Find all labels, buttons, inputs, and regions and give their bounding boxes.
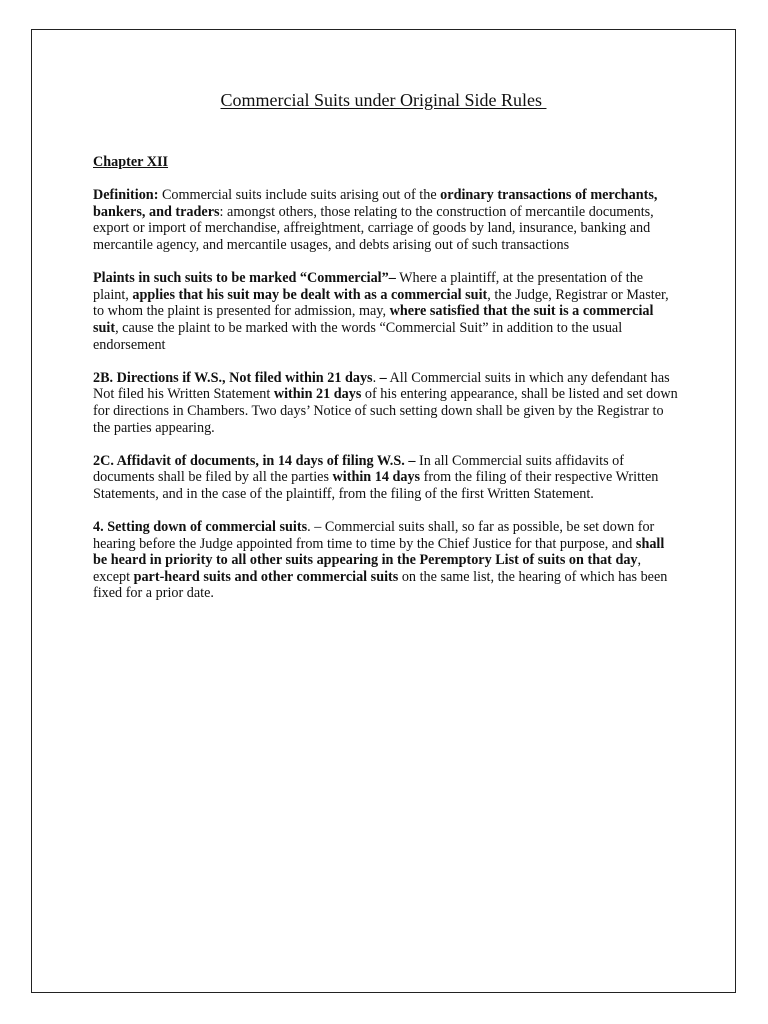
text-segment: – [379,369,387,386]
document-body [93,154,679,619]
text-segment: . – Commercial suits shall, so far as possible, be set down for hearing before the Judge appointed from time to time by the Chief Justice for that purpose, and [93,519,655,552]
text-segment: on the same list, the hearing of which has been fixed for a prior date. [93,568,668,602]
text-segment: shall be heard in priority to all other suits appearing in the Peremptory List of suits on that day [93,535,665,569]
text-segment: ordinary transactions of merchants, bankers, and traders [93,187,658,220]
text-segment: 2B. Directions if W.S., Not filed within 21 days [93,369,373,386]
text-segment: within 14 days [332,469,421,486]
text-segment: Plaints in such suits to be marked “Commercial”– [93,270,396,287]
text-segment: , except [93,552,642,585]
document-page [31,29,736,993]
text-segment: applies that his suit may be dealt with as a commercial suit [132,286,488,303]
text-segment: part-heard suits and other commercial suits [133,568,399,585]
text-segment: 2C. Affidavit of documents, in 14 days of filing W.S. – [93,452,416,469]
text-segment: . [372,369,380,386]
text-segment: Commercial suits include suits arising out of the [158,187,441,204]
text-segment: 4. Setting down of commercial suits [93,519,308,536]
text-segment: Where a plaintiff, at the presentation of the plaint, [93,270,644,303]
text-segment: Definition: [93,187,159,204]
page-title: Commercial Suits under Original Side Rules [220,90,547,110]
paragraph-2b-directions [93,370,679,436]
text-segment: within 21 days [273,386,362,403]
text-segment: where satisfied that the suit is a commercial suit [93,303,654,336]
text-segment: , cause the plaint to be marked with the words “Commercial Suit” in addition to the usual endorsement [93,319,623,353]
paragraph-4-setting-down [93,519,679,602]
paragraph-definition [93,187,679,253]
text-segment: , the Judge, Registrar or Master, to whom the plaint is presented for admission, may, [93,286,669,320]
text-segment: In all Commercial suits affidavits of documents shall be filed by all the parties [93,452,624,486]
chapter-heading: Chapter XII [93,154,169,170]
paragraph-plaints-marking [93,270,679,353]
text-segment: from the filing of their respective Written Statements, and in the case of the plaintiff, from the filing of the first Written Statement. [93,469,659,502]
text-segment: of his entering appearance, shall be listed and set down for directions in Chambers. Two days’ Notice of such setting down shall be given by the Registrar to the parties appearing. [93,386,678,436]
text-segment: : amongst others, those relating to the construction of mercantile documents, export or import of merchandise, affreightment, carriage of goods by land, insurance, banking and mercantile agency, and mercantile usages, and debts arising out of such transactions [93,203,654,253]
paragraph-2c-affidavit [93,453,679,503]
text-segment: All Commercial suits in which any defendant has Not filed his Written Statement [93,369,670,403]
